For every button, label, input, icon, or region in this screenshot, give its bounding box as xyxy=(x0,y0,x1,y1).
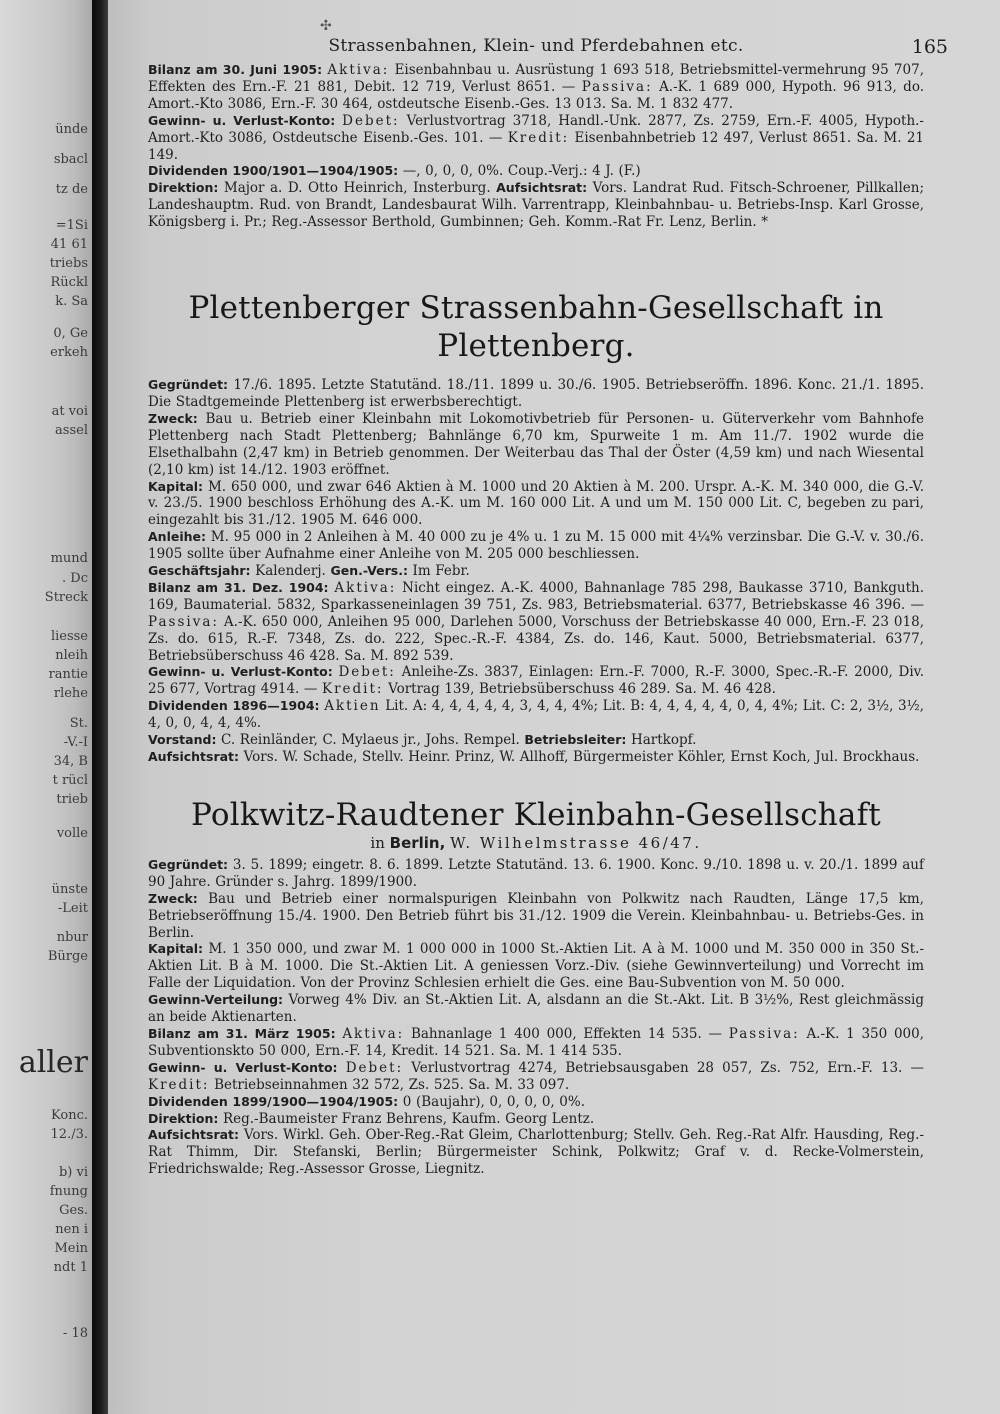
entry-text: —, 0, 0, 0, 0%. Coup.-Verj.: 4 J. (F.) xyxy=(402,163,641,180)
entry-text: A.-K. 650 000, Anleihen 95 000, Darlehen 5000, Vorschuss der Betriebskasse 40 000, Ern.-F. 23 018, Zs. do. 615, R.-F. 7348, Zs. do. 222, Spec.-R.-F. 4384, Zs. do. 146, Kaut. 5000, Betriebsmaterial. 6377, Betriebsüberschuss 46 428. Sa. M. 892 539. xyxy=(148,613,924,664)
entry-paragraph xyxy=(148,163,924,180)
margin-text-fragment: Streck xyxy=(44,590,88,605)
margin-text-fragment: aller xyxy=(18,1045,88,1080)
entry-text: M. 1 350 000, und zwar M. 1 000 000 in 1000 St.-Aktien Lit. A à M. 1000 und M. 350 000 in 350 St.-Aktien Lit. B à M. 1000. Die St.-Aktien Lit. A geniessen Vorz.-Div. (siehe Gewinnverteilung) und Vorrecht im Falle der Liquidation. Von der Provinz Schlesien erhielt die Ges. eine Bau-Subvention von M. 50 000. xyxy=(148,941,925,992)
margin-text-fragment: tz de xyxy=(55,182,88,197)
page-number: 165 xyxy=(911,36,948,58)
ornament-mark: ✣ xyxy=(320,18,332,34)
company-details xyxy=(148,857,924,1178)
section-label: Aufsichtsrat: xyxy=(496,180,588,196)
margin-text-fragment: volle xyxy=(56,826,88,841)
entry-paragraph xyxy=(148,411,924,479)
margin-text-fragment: 41 61 xyxy=(50,237,88,252)
spaced-label: Passiva: xyxy=(148,613,219,630)
margin-text-fragment: -V.-I xyxy=(63,735,88,750)
spaced-label: Kredit: xyxy=(322,681,384,698)
margin-text-fragment: -Leit xyxy=(57,901,88,916)
entry-paragraph xyxy=(148,857,924,891)
section-label: Zweck: xyxy=(148,890,198,906)
margin-text-fragment: . Dc xyxy=(62,571,88,586)
section-label: Dividenden 1896—1904: xyxy=(148,698,320,714)
margin-text-fragment: ünde xyxy=(55,122,88,137)
entry-text: Bau u. Betrieb einer Kleinbahn mit Lokomotivbetrieb für Personen- u. Güterverkehr vom Bahnhofe Plettenberg nach Stadt Plettenberg; Bahnlänge 6,70 km, Spurweite 1 m. Am 11./7. 1902 wurde die Elsethalbahn (2,47 km) in Betrieb genommen. Der Weiterbau das Thal der Öster (4,59 km) und nach Wiesental (2,10 km) ist 14./12. 1903 eröffnet. xyxy=(148,410,924,478)
section-label: Gegründet: xyxy=(148,377,229,393)
section-label: Gen.-Vers.: xyxy=(330,563,408,579)
section-label: Dividenden 1899/1900—1904/1905: xyxy=(148,1093,399,1109)
page-header xyxy=(148,18,948,62)
spaced-label: Debet: xyxy=(338,664,396,681)
entry-paragraph xyxy=(148,749,924,766)
spaced-label: Aktiva: xyxy=(327,62,390,78)
margin-text-fragment: nen i xyxy=(55,1222,88,1237)
margin-text-fragment: b) vi xyxy=(58,1165,88,1180)
spaced-label: Aktiva: xyxy=(342,1025,405,1042)
entry-text: Vors. W. Schade, Stellv. Heinr. Prinz, W. Allhoff, Bürgermeister Köhler, Ernst Koch, Jul. Brockhaus. xyxy=(243,749,920,765)
company-title: Polkwitz-Raudtener Kleinbahn-Gesellschaft xyxy=(191,796,881,833)
entry-paragraph xyxy=(148,529,924,563)
spaced-label: Passiva: xyxy=(728,1025,800,1042)
entry-text: M. 95 000 in 2 Anleihen à M. 40 000 zu je 4% u. 1 zu M. 15 000 mit 4¼% verzinsbar. Die G.-V. v. 30./6. 1905 sollte über Aufnahme einer Anleihe von M. 205 000 beschliessen. xyxy=(148,529,924,563)
spaced-label: Kredit: xyxy=(507,129,570,146)
section-label: Anleihe: xyxy=(148,529,206,545)
margin-text-fragment: St. xyxy=(69,716,88,731)
section-label: Vorstand: xyxy=(148,732,217,748)
section-label: Direktion: xyxy=(148,180,219,196)
entry-text: Anleihe-Zs. 3837, Einlagen: Ern.-F. 7000, R.-F. 3000, Spec.-R.-F. 2000, Div. 25 677, Vortrag 4914. — xyxy=(148,664,925,698)
company-details xyxy=(148,377,924,766)
entry-text: Eisenbahnbetrieb 12 497, Verlust 8651. Sa. M. 21 149. xyxy=(148,129,925,163)
section-label: Bilanz am 31. März 1905: xyxy=(148,1025,336,1041)
entry-text: Bau und Betrieb einer normalspurigen Kleinbahn von Polkwitz nach Raudten, Länge 17,5 km, Betriebseröffnung 15./4. 1900. Den Betrieb führt bis 31./12. 1909 die Verein. Kleinbahnbau- u. Betriebs-Ges. in Berlin. xyxy=(148,890,924,941)
section-label: Aufsichtsrat: xyxy=(148,749,240,764)
spaced-label: Aktien xyxy=(324,698,381,715)
margin-text-fragment: sbacl xyxy=(53,152,88,167)
entry-paragraph xyxy=(148,1094,924,1111)
entry-text: C. Reinländer, C. Mylaeus jr., Johs. Rempel. xyxy=(221,732,520,749)
section-label: Aufsichtsrat: xyxy=(148,1127,240,1143)
entry-text: Kalenderj. xyxy=(255,563,326,580)
address-prefix: in xyxy=(370,833,385,852)
company-address xyxy=(148,834,924,853)
entry-paragraph xyxy=(148,62,924,113)
section-label: Gewinn- u. Verlust-Konto: xyxy=(148,112,336,128)
margin-text-fragment: Ges. xyxy=(59,1203,88,1218)
margin-text-fragment: mund xyxy=(50,551,88,566)
entry-text: Vors. Wirkl. Geh. Ober-Reg.-Rat Gleim, Charlottenburg; Stellv. Geh. Reg.-Rat Alfr. Hausding, Reg.-Rat Thimm, Dir. Stefanski, Berlin; Bürgermeister Schink, Polkwitz; Graf v. d. Recke-Volmerstein, Friedrichswalde; Reg.-Assessor Grosse, Liegnitz. xyxy=(148,1127,925,1178)
margin-text-fragment: nleih xyxy=(55,648,88,663)
previous-page-margin xyxy=(0,0,92,1414)
margin-text-fragment: Bürge xyxy=(47,949,88,964)
margin-text-fragment: Mein xyxy=(54,1241,88,1256)
entry-text: Eisenbahnbau u. Ausrüstung 1 693 518, Betriebsmittel-vermehrung 95 707, Effekten des Ern.-F. 21 881, Debit. 12 719, Verlust 8651. — xyxy=(148,62,924,95)
address-city: Berlin, xyxy=(389,833,446,852)
entry-text: A.-K. 1 350 000, Subventionskto 50 000, Ern.-F. 14, Kredit. 14 521. Sa. M. 1 414 535. xyxy=(148,1025,925,1059)
spaced-label: Debet: xyxy=(345,1059,404,1076)
entry-paragraph xyxy=(148,180,924,231)
section-label: Gegründet: xyxy=(148,856,229,872)
entry-text: M. 650 000, und zwar 646 Aktien à M. 1000 und 20 Aktien à M. 200. Urspr. A.-K. M. 340 000, die G.-V. v. 23./5. 1900 beschloss Erhöhung des A.-K. um M. 160 000 Lit. A und um M. 150 000 Lit. C, begeben zu pari, eingezahlt bis 31./12. 1905 M. 646 000. xyxy=(148,478,925,529)
margin-text-fragment: Rückl xyxy=(50,275,88,290)
entry-paragraph xyxy=(148,1111,924,1128)
entry-text: 3. 5. 1899; eingetr. 8. 6. 1899. Letzte Statutänd. 13. 6. 1900. Konc. 9./10. 1898 u. v. 20./1. 1899 auf 90 Jahre. Gründer s. Jahrg. 1899/1900. xyxy=(148,856,925,890)
entry-text: Betriebseinnahmen 32 572, Zs. 525. Sa. M. 33 097. xyxy=(214,1076,570,1093)
entry-paragraph xyxy=(148,1060,924,1094)
section-label: Zweck: xyxy=(148,410,198,426)
entry-text: Vorweg 4% Div. an St.-Aktien Lit. A, alsdann an die St.-Akt. Lit. B 3½%, Rest gleichmässig an beide Aktienarten. xyxy=(148,992,924,1026)
book-page xyxy=(108,0,1000,1414)
entry-paragraph xyxy=(148,941,924,992)
section-label: Bilanz am 30. Juni 1905: xyxy=(148,62,323,77)
margin-text-fragment: liesse xyxy=(50,629,88,644)
entry-text: Vors. Landrat Rud. Fitsch-Schroener, Pillkallen; Landeshauptm. Rud. von Brandt, Landesbaurat Wilh. Varrentrapp, Kleinbahnbau- u. Betriebs-Insp. Karl Grosse, Königsberg i. Pr.; Reg.-Assessor Berthold, Gumbinnen; Geh. Komm.-Rat Fr. Lenz, Berlin. * xyxy=(148,180,925,231)
margin-text-fragment: 34, B xyxy=(53,754,88,769)
margin-text-fragment: ünste xyxy=(51,882,88,897)
margin-text-fragment: t rücl xyxy=(52,773,88,788)
section-label: Kapital: xyxy=(148,941,204,957)
margin-text-fragment: ndt 1 xyxy=(53,1260,88,1275)
margin-text-fragment: Konc. xyxy=(51,1108,88,1123)
entry-paragraph xyxy=(148,580,924,665)
entry-text: Nicht eingez. A.-K. 4000, Bahnanlage 785 298, Baukasse 3710, Bankguth. 169, Baumaterial. 5832, Sparkasseneinlagen 39 751, Zs. 983, Betriebsmaterial. 6377, Betriebskasse 46 396. — xyxy=(148,579,925,613)
book-spine-shadow xyxy=(92,0,108,1414)
entry-text: 0 (Baujahr), 0, 0, 0, 0, 0%. xyxy=(402,1093,586,1110)
entry-text: Vortrag 139, Betriebsüberschuss 46 289. Sa. M. 46 428. xyxy=(388,681,776,698)
address-street: W. Wilhelmstrasse 46/47. xyxy=(450,833,702,852)
entry-paragraph xyxy=(148,479,924,530)
entry-text: Verlustvortrag 3718, Handl.-Unk. 2877, Zs. 2759, Ern.-F. 4005, Hypoth.-Amort.-Kto 3086, Ostdeutsche Eisenb.-Ges. 101. — xyxy=(148,112,924,146)
margin-text-fragment: rlehe xyxy=(53,686,88,701)
section-label: Gewinn- u. Verlust-Konto: xyxy=(148,1059,338,1075)
company-entry-polkwitz xyxy=(148,796,924,1178)
entry-paragraph xyxy=(148,1127,924,1178)
entry-paragraph xyxy=(148,377,924,411)
entry-paragraph xyxy=(148,1026,924,1060)
spaced-label: Kredit: xyxy=(148,1076,210,1093)
entry-text: 17./6. 1895. Letzte Statutänd. 18./11. 1899 u. 30./6. 1905. Betriebseröffn. 1896. Konc. 21./1. 1895. Die Stadtgemeinde Plettenberg ist erwerbsberechtigt. xyxy=(148,377,924,410)
entry-text: Verlustvortrag 4274, Betriebsausgaben 28 057, Zs. 752, Ern.-F. 13. — xyxy=(411,1059,924,1076)
margin-text-fragment: fnung xyxy=(49,1184,88,1199)
entry-paragraph xyxy=(148,664,924,698)
margin-text-fragment: 12./3. xyxy=(50,1127,88,1142)
section-label: Gewinn-Verteilung: xyxy=(148,992,284,1008)
section-label: Bilanz am 31. Dez. 1904: xyxy=(148,579,329,595)
entry-paragraph xyxy=(148,563,924,580)
continued-entry xyxy=(148,62,924,231)
company-title: Plettenberger Strassenbahn-Gesellschaft in Plettenberg. xyxy=(188,290,884,365)
margin-text-fragment: triebs xyxy=(49,256,88,271)
margin-text-fragment: erkeh xyxy=(50,345,88,360)
section-label: Geschäftsjahr: xyxy=(148,563,251,579)
margin-text-fragment: k. Sa xyxy=(55,294,88,309)
margin-text-fragment: at voi xyxy=(51,404,88,419)
section-label: Gewinn- u. Verlust-Konto: xyxy=(148,664,333,680)
entry-text: Bahnanlage 1 400 000, Effekten 14 535. — xyxy=(410,1025,723,1042)
page-content xyxy=(148,0,948,1178)
margin-text-fragment: nbur xyxy=(56,930,88,945)
margin-text-fragment: =1Si xyxy=(55,218,88,233)
margin-text-fragment: - 18 xyxy=(62,1326,88,1341)
entry-text: Reg.-Baumeister Franz Behrens, Kaufm. Georg Lentz. xyxy=(222,1110,595,1127)
entry-text: A.-K. 1 689 000, Hypoth. 96 913, do. Amort.-Kto 3086, Ern.-F. 30 464, ostdeutsche Eisenb.-Ges. 13 013. Sa. M. 1 832 477. xyxy=(148,78,924,112)
spaced-label: Aktiva: xyxy=(334,579,397,596)
entry-paragraph xyxy=(148,891,924,942)
entry-paragraph xyxy=(148,992,924,1026)
section-label: Betriebsleiter: xyxy=(524,732,627,748)
entry-paragraph xyxy=(148,698,924,732)
margin-text-fragment: rantie xyxy=(48,667,88,682)
entry-paragraph xyxy=(148,113,924,164)
entry-paragraph xyxy=(148,732,924,749)
margin-text-fragment: 0, Ge xyxy=(53,326,88,341)
entry-text: Im Febr. xyxy=(412,563,470,580)
section-label: Direktion: xyxy=(148,1110,219,1126)
section-label: Dividenden 1900/1901—1904/1905: xyxy=(148,163,399,179)
company-entry-plettenberg xyxy=(148,289,924,766)
entry-text: Hartkopf. xyxy=(630,732,697,749)
spaced-label: Debet: xyxy=(342,112,400,129)
margin-text-fragment: assel xyxy=(55,423,88,438)
spaced-label: Passiva: xyxy=(581,78,653,95)
entry-text: Major a. D. Otto Heinrich, Insterburg. xyxy=(223,180,491,197)
margin-text-fragment: trieb xyxy=(56,792,88,807)
entry-text: Lit. A: 4, 4, 4, 4, 4, 3, 4, 4, 4%; Lit. B: 4, 4, 4, 4, 4, 0, 4, 4%; Lit. C: 2, 3½, 3½, 4, 0, 0, 4, 4, 4%. xyxy=(148,698,924,732)
section-label: Kapital: xyxy=(148,478,204,494)
running-title: Strassenbahnen, Klein- und Pferdebahnen etc. xyxy=(328,36,744,56)
